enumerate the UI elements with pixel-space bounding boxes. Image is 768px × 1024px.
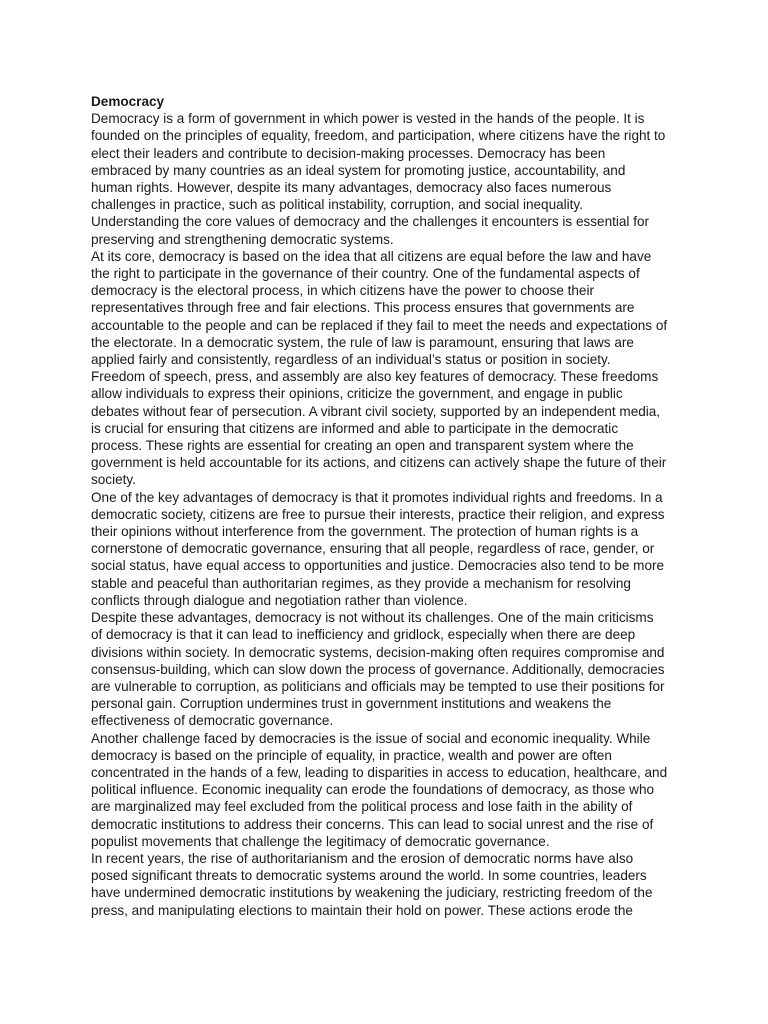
text-line: society. [91, 472, 136, 488]
text-line: their opinions without interference from the government. The protection of human rights is a [91, 524, 639, 540]
text-line: posed significant threats to democratic systems around the world. In some countries, leaders [91, 868, 647, 884]
text-line: personal gain. Corruption undermines trust in government institutions and weakens the [91, 696, 612, 712]
document-body [91, 93, 691, 919]
text-line: stable and peaceful than authoritarian regimes, as they provide a mechanism for resolving [91, 575, 631, 591]
text-line: cornerstone of democratic governance, ensuring that all people, regardless of race, gender, or [91, 541, 655, 557]
text-line: the electorate. In a democratic system, the rule of law is paramount, ensuring that laws are [91, 334, 634, 350]
text-line: human rights. However, despite its many advantages, democracy also faces numerous [91, 180, 612, 196]
text-line: preserving and strengthening democratic systems. [91, 231, 394, 247]
text-line: democracy is the electoral process, in which citizens have the power to choose their [91, 283, 594, 299]
text-line: political influence. Economic inequality can erode the foundations of democracy, as those who [91, 782, 655, 798]
text-line: process. These rights are essential for creating an open and transparent system where the [91, 438, 634, 454]
text-line: social status, have equal access to opportunities and justice. Democracies also tend to be more [91, 558, 665, 574]
paragraph [91, 248, 691, 489]
text-line: allow individuals to express their opinions, criticize the government, and engage in public [91, 386, 623, 402]
text-line: effectiveness of democratic governance. [91, 713, 334, 729]
text-line: Understanding the core values of democracy and the challenges it encounters is essential for [91, 214, 650, 230]
text-line: is crucial for ensuring that citizens are informed and able to participate in the democratic [91, 420, 619, 436]
text-line: debates without fear of persecution. A vibrant civil society, supported by an independent media, [91, 403, 661, 419]
text-line: embraced by many countries as an ideal system for promoting justice, accountability, and [91, 162, 626, 178]
text-line: applied fairly and consistently, regardless of an individual’s status or position in society. [91, 352, 611, 368]
text-line: founded on the principles of equality, freedom, and participation, where citizens have the right to [91, 128, 666, 144]
text-line: government is held accountable for its actions, and citizens can actively shape the future of their [91, 455, 667, 471]
text-line: populist movements that challenge the legitimacy of democratic governance. [91, 833, 550, 849]
text-line: are vulnerable to corruption, as politicians and officials may be tempted to use their positions for [91, 678, 665, 694]
text-line: accountable to the people and can be replaced if they fail to meet the needs and expectations of [91, 317, 668, 333]
paragraph [91, 730, 691, 850]
text-line: democratic institutions to address their concerns. This can lead to social unrest and the rise of [91, 816, 654, 832]
text-line: concentrated in the hands of a few, leading to disparities in access to education, healthcare, and [91, 764, 668, 780]
text-line: challenges in practice, such as political instability, corruption, and social inequality. [91, 197, 583, 213]
text-line: Freedom of speech, press, and assembly are also key features of democracy. These freedoms [91, 369, 659, 385]
text-line: Despite these advantages, democracy is not without its challenges. One of the main criticisms [91, 610, 654, 626]
text-line: conflicts through dialogue and negotiation rather than violence. [91, 592, 468, 608]
text-line: democracy is based on the principle of equality, in practice, wealth and power are often [91, 747, 612, 763]
text-line: Another challenge faced by democracies is the issue of social and economic inequality. While [91, 730, 651, 746]
text-line: divisions within society. In democratic systems, decision-making often requires compromise and [91, 644, 665, 660]
text-line: elect their leaders and contribute to decision-making processes. Democracy has been [91, 145, 606, 161]
text-line: representatives through free and fair elections. This process ensures that governments are [91, 300, 635, 316]
text-line: of democracy is that it can lead to inefficiency and gridlock, especially when there are deep [91, 627, 636, 643]
paragraph [91, 850, 691, 919]
text-line: One of the key advantages of democracy is that it promotes individual rights and freedoms. In a [91, 489, 663, 505]
text-line: the right to participate in the governance of their country. One of the fundamental aspects of [91, 266, 640, 282]
document-title: Democracy [91, 94, 165, 109]
text-line: press, and manipulating elections to maintain their hold on power. These actions erode the [91, 902, 633, 918]
text-line: consensus-building, which can slow down the process of governance. Additionally, democracies [91, 661, 665, 677]
paragraph [91, 489, 691, 609]
paragraph [91, 110, 691, 248]
text-line: At its core, democracy is based on the idea that all citizens are equal before the law and have [91, 248, 652, 264]
text-line: Democracy is a form of government in which power is vested in the hands of the people. It is [91, 111, 645, 127]
text-line: have undermined democratic institutions by weakening the judiciary, restricting freedom of the [91, 885, 653, 901]
text-line: In recent years, the rise of authoritarianism and the erosion of democratic norms have also [91, 850, 634, 866]
text-line: democratic society, citizens are free to pursue their interests, practice their religion, and express [91, 506, 665, 522]
text-line: are marginalized may feel excluded from the political process and lose faith in the ability of [91, 799, 633, 815]
paragraph [91, 609, 691, 729]
